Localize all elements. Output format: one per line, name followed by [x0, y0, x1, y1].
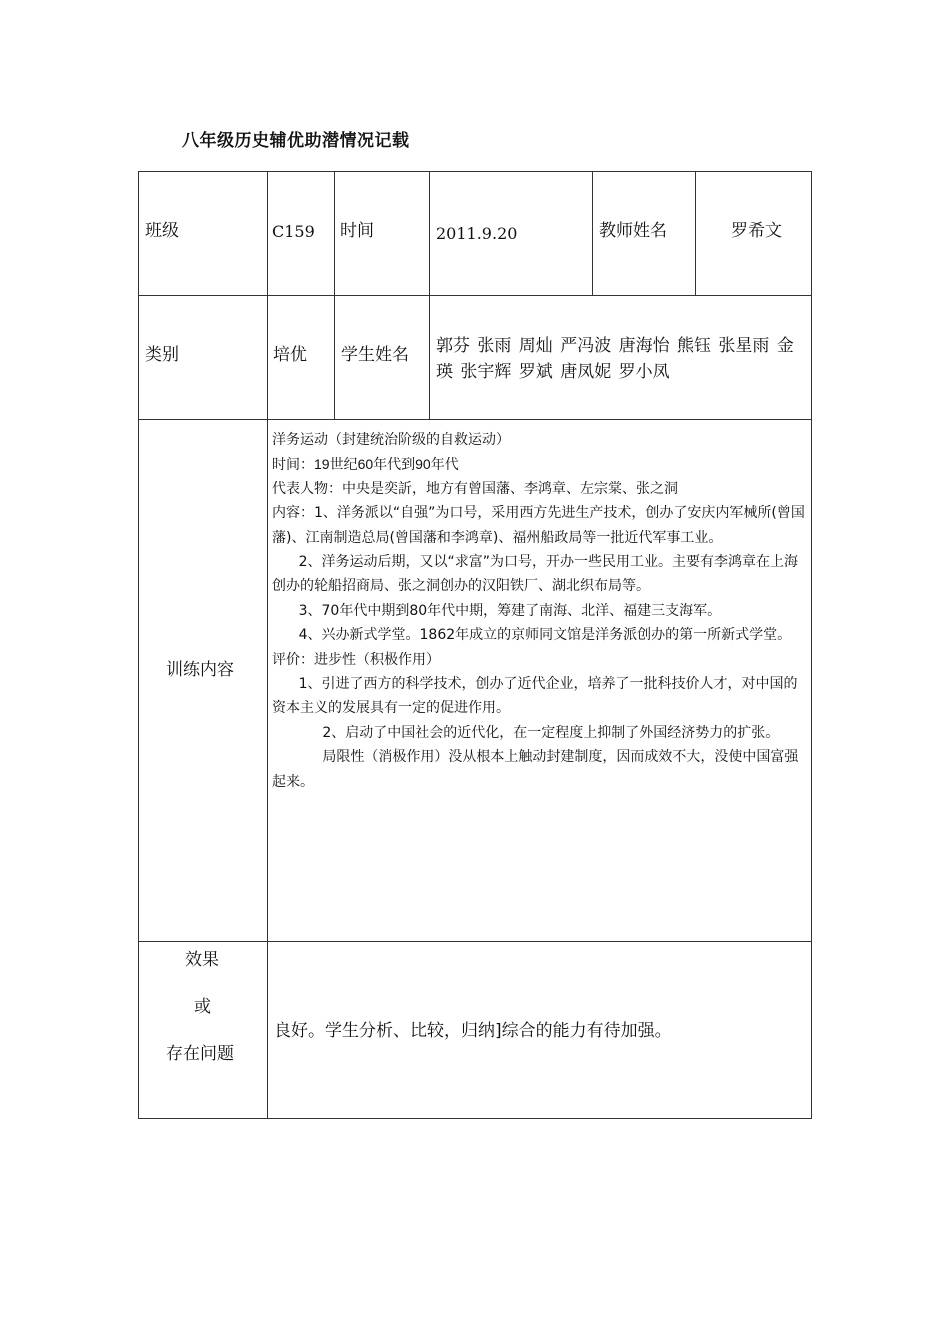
- column-divider: [334, 171, 335, 419]
- content-line: 1、引进了西方的科学技术，创办了近代企业，培养了一批科技价人才，对中国的资本主义的发展具有一定的促进作用。: [272, 676, 798, 717]
- table-border-top: [138, 171, 812, 172]
- students-value: 郭芬 张雨 周灿 严冯波 唐海怡 熊钰 张星雨 金瑛 张宇辉 罗斌 唐凤妮 罗小凤: [436, 336, 794, 382]
- content-line: 评价：进步性（积极作用）: [272, 651, 440, 668]
- content-line: 局限性（消极作用）没从根本上触动封建制度，因而成效不大，没使中国富强起来。: [272, 749, 799, 790]
- content-line: 2、启动了中国社会的近代化，在一定程度上抑制了外国经济势力的扩张。: [322, 724, 780, 741]
- column-divider: [267, 171, 268, 1119]
- column-divider: [695, 171, 696, 295]
- class-label: 班级: [145, 221, 179, 241]
- document-title: 八年级历史辅优助潜情况记载: [182, 131, 410, 151]
- content-line: 时间：19世纪60年代到90年代: [272, 456, 459, 473]
- effect-label-line1: 效果: [185, 950, 219, 970]
- category-value: 培优: [273, 345, 307, 365]
- content-line: 4、兴办新式学堂。1862年成立的京师同文馆是洋务派创办的第一所新式学堂。: [298, 627, 792, 644]
- teacher-value: 罗希文: [731, 221, 782, 241]
- row-divider: [138, 941, 812, 942]
- category-label: 类别: [145, 345, 179, 365]
- column-divider: [429, 171, 430, 419]
- content-line: 3、70年代中期到80年代中期，筹建了南海、北洋、福建三支海军。: [298, 602, 722, 619]
- training-content-label: 训练内容: [166, 660, 234, 680]
- class-value: C159: [272, 222, 315, 241]
- teacher-label: 教师姓名: [599, 221, 667, 241]
- content-line: 2、洋务运动后期，又以“求富”为口号，开办一些民用工业。主要有李鸿章在上海创办的轮船招商局、张之洞创办的汉阳铁厂、湖北织布局等。: [272, 554, 799, 595]
- content-line: 代表人物：中央是奕訢，地方有曾国藩、李鸿章、左宗棠、张之洞: [272, 480, 678, 497]
- table-border-left: [138, 171, 139, 1119]
- effect-label-line3: 存在问题: [166, 1044, 234, 1064]
- content-line: 洋务运动（封建统治阶级的自救运动）: [272, 432, 510, 448]
- content-line: 内容：1、洋务派以“自强”为口号，采用西方先进生产技术，创办了安庆内军械所(曾国藩)、江南制造总局(曾国藩和李鸿章)、福州船政局等一批近代军事工业。: [272, 505, 805, 546]
- effect-label-line2: 或: [194, 997, 211, 1017]
- effect-value: 良好。学生分析、比较，归纳]综合的能力有待加强。: [274, 1021, 672, 1041]
- row-divider: [138, 419, 812, 420]
- row-divider: [138, 295, 812, 296]
- table-border-bottom: [138, 1118, 812, 1119]
- time-value: 2011.9.20: [436, 224, 518, 243]
- training-content: [272, 428, 810, 794]
- students-label: 学生姓名: [341, 345, 409, 365]
- time-label: 时间: [340, 221, 374, 241]
- column-divider: [592, 171, 593, 295]
- table-border-right: [811, 171, 812, 1119]
